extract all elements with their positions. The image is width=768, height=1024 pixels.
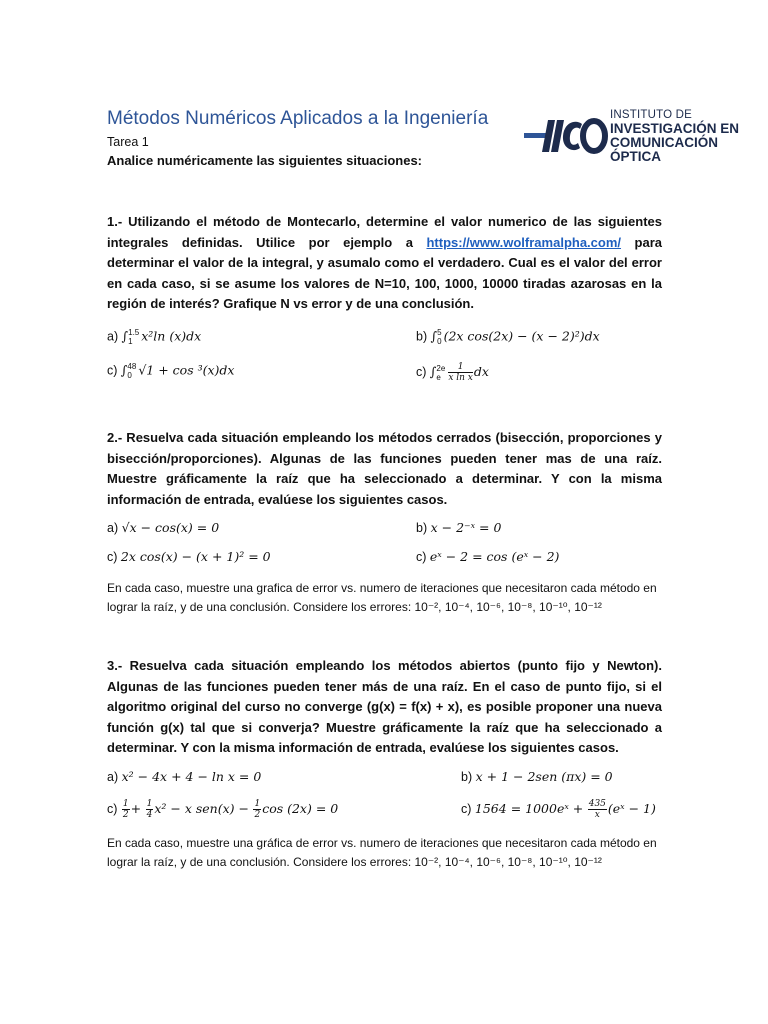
eq-label: b) [461,770,473,784]
fraction-denominator: 2 [122,810,129,820]
section-1-eq-c: c) ∫ 48 0 √1 + cos ³(x)dx [107,362,235,380]
upper-limit: 1.5 [128,328,140,337]
section-1-eq-a: a) ∫ 1.5 1 x²ln (x)dx [107,328,202,346]
section-2-eq-d [416,549,559,564]
equation-tail: (eˣ − 1) [607,800,656,816]
fraction-denominator: 2 [254,810,261,820]
fraction-denominator: x ln x [448,373,473,383]
logo-line-3: COMUNICACIÓN [610,135,718,150]
section-1-text [107,212,662,315]
integrand: x²ln (x)dx [141,328,202,344]
upper-limit: 48 [127,362,137,371]
fraction-denominator: x [594,810,600,820]
integrand: (2x cos(2x) − (x − 2)²)dx [443,328,600,344]
institute-logo [524,108,754,168]
section-3-eq-b [461,769,613,784]
eq-label: b) [416,521,428,535]
logo-line-1: INSTITUTO DE [610,109,693,121]
section-3-eq-d [461,799,656,820]
eq-label: c) [107,363,118,378]
equation: x² − 4x + 4 − ln x = 0 [121,769,262,784]
eq-label: c) [107,550,118,564]
section-2-eq-b [416,520,501,535]
lower-limit: 1 [128,337,133,346]
upper-limit: 5 [437,328,442,337]
lower-limit: 0 [127,371,132,380]
document-subtitle: Tarea 1 [107,135,149,149]
ico-logo-mark-icon [524,116,608,156]
integrand-tail: dx [473,363,489,379]
wolframalpha-link[interactable]: https://www.wolframalpha.com/ [426,234,622,250]
logo-line-2: INVESTIGACIÓN EN [610,121,740,136]
eq-label: c) [416,364,427,379]
section-3-eq-c: c) $\frac{1}{2}$ + $\frac{1}{4}$ x² − x sen(x) − $\frac{1}{2}$ cos (2x) = 0 [107,799,339,820]
fraction-numerator: 1 [448,362,473,373]
eq-label: c) [107,801,118,816]
section-1-eq-d: c) ∫ 2e e $\frac{1}{\text{x ln x}}$ dx [416,362,489,383]
section-2-eq-a [107,520,219,535]
section-1-text-start: 1.- Utilizando el método de Montecarlo, determine el valor numerico de las siguientes integrales definidas. Utilice por ejemplo a [107,214,662,250]
equation: √x − cos(x) = 0 [121,520,220,535]
integrand: √1 + cos ³(x)dx [138,362,235,378]
equation-middle: x² − x sen(x) − [154,800,249,816]
fraction-numerator: 1 [146,799,153,809]
eq-label: c) [416,550,427,564]
section-2-eq-c [107,549,271,564]
section-3-note: En cada caso, muestre una gráfica de error vs. numero de iteraciones que necesitaron cada método en lograr la raíz, y de una conclusión. Considere los errores: 10⁻², 10⁻⁴, 10⁻⁶, 10⁻⁸, 10⁻¹⁰, 10⁻¹² [107,836,657,869]
section-1-eq-b: b) ∫ 5 0 (2x cos(2x) − (x − 2)²)dx [416,328,600,346]
eq-label: a) [107,521,119,535]
document-title: Métodos Numéricos Aplicados a la Ingeniería [107,108,489,129]
document-intro: Analice numéricamente las siguientes situaciones: [107,153,423,168]
section-3-text: 3.- Resuelva cada situación empleando los métodos abiertos (punto fijo y Newton). Algunas de las funciones pueden tener más de una raíz. En el caso de punto fijo, si el algoritmo original del curso no converge (g(x) = f(x) + x), es posible proponer una nueva función g(x) tal que si converja? Muestre gráficamente la raíz que ha seleccionado a determinar. Y con la misma información de entrada, evalúese los siguientes casos. [107,658,662,755]
equation-tail: cos (2x) = 0 [262,800,339,816]
upper-limit: 2e [436,363,446,373]
eq-label: b) [416,329,428,344]
logo-line-4: ÓPTICA [610,149,662,164]
equation: x − 2⁻ˣ = 0 [430,520,502,535]
eq-label: c) [461,801,472,816]
equation: 2x cos(x) − (x + 1)² = 0 [120,549,271,564]
lower-limit: 0 [437,337,442,346]
section-1-text-end: para determinar el valor de la integral, y asumalo como el verdadero. Cual es el valor del error en cada caso, si se asume los valores de N=10, 100, 1000, 10000 tiradas azarosas en la región de interés? Grafique N vs error y de una conclusión. [107,234,662,311]
eq-label: a) [107,329,119,344]
eq-label: a) [107,770,119,784]
section-2-text: 2.- Resuelva cada situación empleando los métodos cerrados (bisección, proporciones y bisección/proporciones). Algunas de las funciones pueden tener mas de una raíz. Muestre gráficamente la raíz que ha seleccionado a determinar. Y con la misma información de entrada, evalúese los siguientes casos. [107,430,662,507]
fraction-denominator: 4 [146,810,153,820]
fraction-numerator: 1 [254,799,261,809]
lower-limit: e [436,372,441,382]
equation-head: 1564 = 1000eˣ + [474,800,584,816]
equation: x + 1 − 2sen (πx) = 0 [475,769,613,784]
fraction-numerator: 435 [588,799,606,809]
equation: eˣ − 2 = cos (eˣ − 2) [429,549,560,564]
section-2-note: En cada caso, muestre una grafica de error vs. numero de iteraciones que necesitaron cada método en lograr la raíz, y de una conclusión. Considere los errores: 10⁻², 10⁻⁴, 10⁻⁶, 10⁻⁸, 10⁻¹⁰, 10⁻¹² [107,581,657,614]
fraction-numerator: 1 [122,799,129,809]
section-3-eq-a [107,769,261,784]
